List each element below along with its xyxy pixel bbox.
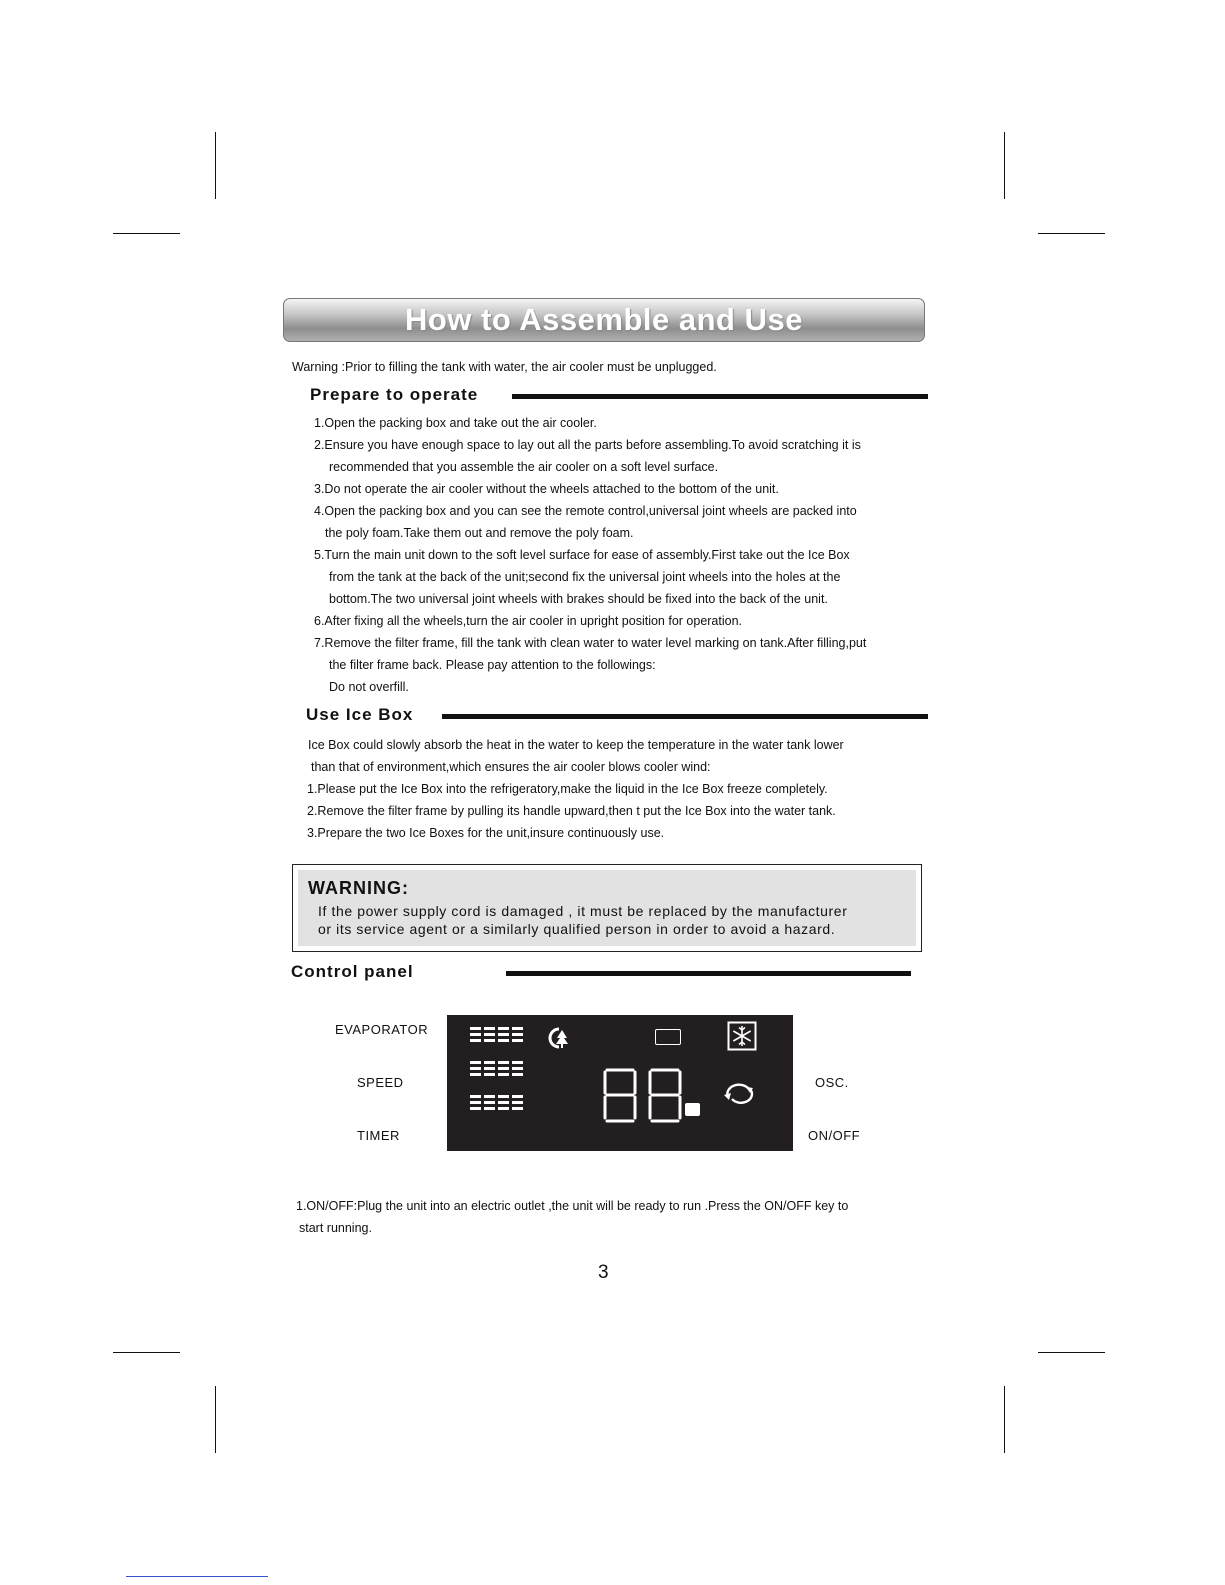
page-title: How to Assemble and Use — [405, 302, 803, 337]
icebox-heading: Use Ice Box — [306, 705, 414, 724]
segment-display — [602, 1054, 712, 1125]
prepare-line: the poly foam.Take them out and remove the poly foam. — [325, 526, 634, 540]
icebox-line: 1.Please put the Ice Box into the refrigeratory,make the liquid in the Ice Box freeze completely. — [307, 782, 828, 796]
bottom-link-underline — [126, 1576, 268, 1577]
prepare-line: 1.Open the packing box and take out the air cooler. — [314, 416, 597, 430]
prepare-heading: Prepare to operate — [310, 385, 479, 404]
display-digits: 88 — [602, 1054, 620, 1071]
onoff-label: ON/OFF — [808, 1128, 861, 1143]
prepare-line: recommended that you assemble the air cooler on a soft level surface. — [329, 460, 719, 474]
warning-title: WARNING: — [308, 878, 409, 898]
crop-mark — [113, 233, 180, 234]
crop-mark — [1004, 1386, 1005, 1453]
prepare-line: 5.Turn the main unit down to the soft level surface for ease of assembly.First take out the Ice Box — [314, 548, 850, 562]
crop-mark — [113, 1352, 180, 1353]
icebox-line: 2.Remove the filter frame by pulling its handle upward,then t put the Ice Box into the water tank. — [307, 804, 836, 818]
icebox-line: than that of environment,which ensures the air cooler blows cooler wind: — [311, 760, 711, 774]
speed-level-bars — [470, 1061, 523, 1079]
prepare-line: from the tank at the back of the unit;second fix the universal joint wheels into the holes at the — [329, 570, 841, 584]
onoff-text-line: 1.ON/OFF:Plug the unit into an electric outlet ,the unit will be ready to run .Press the ON/OFF key to — [296, 1199, 849, 1213]
osc-label: OSC. — [815, 1075, 849, 1090]
timer-level-bars — [470, 1095, 523, 1113]
icebox-line: 3.Prepare the two Ice Boxes for the unit,insure continuously use. — [307, 826, 665, 840]
prepare-line: Do not overfill. — [329, 680, 409, 694]
oscillate-arrows-icon — [722, 1081, 756, 1105]
tree-mode-icon — [543, 1025, 573, 1051]
section-rule — [512, 394, 928, 399]
speed-label: SPEED — [357, 1075, 404, 1090]
prepare-line: 4.Open the packing box and you can see the remote control,universal joint wheels are packed into — [314, 504, 857, 518]
crop-mark — [1038, 1352, 1105, 1353]
warning-text: Warning :Prior to filling the tank with water, the air cooler must be unplugged. — [292, 360, 717, 374]
control-display — [447, 1015, 793, 1151]
prepare-line: 7.Remove the filter frame, fill the tank with clean water to water level marking on tank.After filling,put — [314, 636, 867, 650]
crop-mark — [1038, 233, 1105, 234]
onoff-text-line: start running. — [299, 1221, 372, 1235]
crop-mark — [215, 132, 216, 199]
prepare-line: 3.Do not operate the air cooler without the wheels attached to the bottom of the unit. — [314, 482, 779, 496]
prepare-line: 6.After fixing all the wheels,turn the air cooler in upright position for operation. — [314, 614, 743, 628]
warning-box-inner — [298, 870, 916, 946]
crop-mark — [215, 1386, 216, 1453]
section-rule — [506, 971, 911, 976]
control-panel-heading: Control panel — [291, 962, 414, 981]
warning-line: or its service agent or a similarly qualified person in order to avoid a hazard. — [318, 921, 836, 937]
title-banner — [283, 298, 925, 342]
icebox-line: Ice Box could slowly absorb the heat in the water to keep the temperature in the water tank lower — [308, 738, 844, 752]
decimal-point-icon — [685, 1103, 700, 1116]
section-rule — [442, 714, 928, 719]
warning-box — [292, 864, 922, 952]
indicator-rect-icon — [655, 1029, 681, 1045]
page-number: 3 — [598, 1262, 609, 1283]
prepare-line: bottom.The two universal joint wheels with brakes should be fixed into the back of the unit. — [329, 592, 828, 606]
evaporator-level-bars — [470, 1027, 523, 1045]
warning-line: If the power supply cord is damaged , it must be replaced by the manufacturer — [318, 903, 848, 919]
evaporator-label: EVAPORATOR — [335, 1022, 429, 1037]
crop-mark — [1004, 132, 1005, 199]
snowflake-icon — [727, 1021, 757, 1051]
prepare-line: the filter frame back. Please pay attention to the followings: — [329, 658, 656, 672]
prepare-line: 2.Ensure you have enough space to lay out all the parts before assembling.To avoid scratching it is — [314, 438, 861, 452]
timer-label: TIMER — [357, 1128, 400, 1143]
